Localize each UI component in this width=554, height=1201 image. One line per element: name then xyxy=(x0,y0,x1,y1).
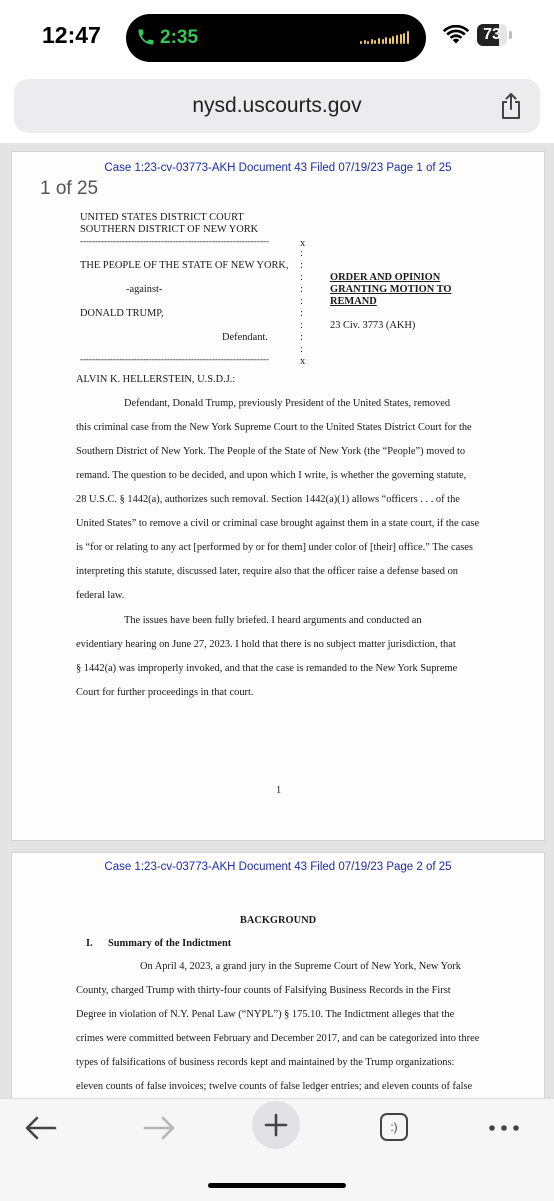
audio-waveform-icon xyxy=(360,30,410,44)
tabs-count[interactable]: :) xyxy=(390,1120,398,1134)
caption-bottom-dashes: --------------------------------------------------------------- xyxy=(80,354,269,364)
judge-name: ALVIN K. HELLERSTEIN, U.S.D.J.: xyxy=(76,374,236,385)
caption-top-dashes: --------------------------------------------------------------- xyxy=(80,236,269,246)
waveform-bar xyxy=(392,36,394,44)
section-number: I. xyxy=(86,938,93,949)
waveform-bar xyxy=(382,39,384,44)
defendant-label: Defendant. xyxy=(222,332,268,343)
plaintiff-name: THE PEOPLE OF THE STATE OF NEW YORK, xyxy=(80,260,289,271)
caption-colon: : xyxy=(300,308,303,319)
waveform-bar xyxy=(374,40,376,44)
page-header: Case 1:23-cv-03773-AKH Document 43 Filed 07/19/23 Page 2 of 25 xyxy=(104,861,452,873)
phone-icon xyxy=(136,26,156,48)
caption-colon: : xyxy=(300,272,303,283)
caption-colon: : xyxy=(300,332,303,343)
body-line: types of falsifications of business records kept and maintained by the Trump organizations: xyxy=(76,1057,455,1068)
body-line: Defendant, Donald Trump, previously President of the United States, removed xyxy=(124,398,451,409)
body-line: United States” to remove a civil or criminal case brought against them in a state court, if the case xyxy=(76,518,480,529)
battery-nub xyxy=(509,31,512,39)
body-line: 28 U.S.C. § 1442(a), authorizes such removal. Section 1442(a)(1) allows “officers . . . of the xyxy=(76,494,460,505)
waveform-bar xyxy=(360,41,362,44)
forward-arrow-icon[interactable] xyxy=(142,1114,176,1142)
home-indicator[interactable] xyxy=(208,1183,346,1188)
body-line: this criminal case from the New York Supreme Court to the United States District Court for the xyxy=(76,422,472,433)
body-line: County, charged Trump with thirty-four counts of Falsifying Business Records in the First xyxy=(76,985,451,996)
waveform-bar xyxy=(367,41,369,44)
body-line: interpreting this statute, discussed later, require also that the officer raise a defense based on xyxy=(76,566,458,577)
pdf-page-1 xyxy=(11,151,545,841)
court-name-line-1: UNITED STATES DISTRICT COURT xyxy=(80,212,244,223)
against-label: -against- xyxy=(126,284,163,295)
waveform-bar xyxy=(403,33,405,44)
back-arrow-icon[interactable] xyxy=(24,1114,58,1142)
url-text[interactable]: nysd.uscourts.gov xyxy=(192,94,362,117)
battery-level: 73 xyxy=(483,26,501,43)
caption-x-top: x xyxy=(300,238,306,249)
body-line: Degree in violation of N.Y. Penal Law (“NYPL”) § 175.10. The Indictment alleges that the xyxy=(76,1009,455,1020)
caption-colon: : xyxy=(300,344,303,355)
caption-colon: : xyxy=(300,248,303,259)
wifi-icon xyxy=(442,25,470,45)
waveform-bar xyxy=(400,34,402,44)
plus-icon[interactable] xyxy=(264,1113,288,1137)
court-name-line-2: SOUTHERN DISTRICT OF NEW YORK xyxy=(80,224,259,235)
body-line: eleven counts of false invoices; twelve counts of false ledger entries; and eleven counts of false xyxy=(76,1081,473,1092)
caption-x-bottom: x xyxy=(300,356,306,367)
body-line: On April 4, 2023, a grand jury in the Supreme Court of New York, New York xyxy=(140,961,461,972)
waveform-bar xyxy=(385,37,387,44)
body-line: The issues have been fully briefed. I heard arguments and conducted an xyxy=(124,615,422,626)
waveform-bar xyxy=(378,38,380,44)
waveform-bar xyxy=(371,39,373,44)
waveform-bar xyxy=(407,31,409,44)
defendant-name: DONALD TRUMP, xyxy=(80,308,164,319)
civil-case-number: 23 Civ. 3773 (AKH) xyxy=(330,320,416,331)
body-line: Court for further proceedings in that court. xyxy=(76,687,254,698)
body-line: federal law. xyxy=(76,590,125,601)
page-counter: 1 of 25 xyxy=(40,178,99,199)
section-title: Summary of the Indictment xyxy=(108,938,232,949)
caption-colon: : xyxy=(300,260,303,271)
share-icon[interactable] xyxy=(498,92,524,120)
order-title-line-3: REMAND xyxy=(330,296,377,307)
status-time: 12:47 xyxy=(42,22,101,48)
body-line: § 1442(a) was improperly invoked, and that the case is remanded to the New York Supreme xyxy=(76,663,458,674)
page-number: 1 xyxy=(276,785,282,796)
call-duration: 2:35 xyxy=(160,27,199,48)
caption-colon: : xyxy=(300,296,303,307)
caption-colon: : xyxy=(300,320,303,331)
body-line: remand. The question to be decided, and upon which I write, is whether the governing statute, xyxy=(76,470,467,481)
waveform-bar xyxy=(389,38,391,44)
waveform-bar xyxy=(396,35,398,44)
body-line: crimes were committed between February and December 2017, and can be categorized into three xyxy=(76,1033,480,1044)
pdf-viewer[interactable] xyxy=(0,143,554,1098)
more-icon[interactable] xyxy=(488,1123,520,1133)
body-line: Southern District of New York. The People of the State of New York (the “People”) moved to xyxy=(76,446,466,457)
order-title-line-1: ORDER AND OPINION xyxy=(330,272,441,283)
section-heading: BACKGROUND xyxy=(239,915,317,926)
caption-colon: : xyxy=(300,284,303,295)
pdf-page-2 xyxy=(11,852,545,1098)
page-header: Case 1:23-cv-03773-AKH Document 43 Filed 07/19/23 Page 1 of 25 xyxy=(104,162,452,174)
body-line: is “for or relating to any act [performed by or for them] under color of [their] office.” The cases xyxy=(76,542,473,553)
order-title-line-2: GRANTING MOTION TO xyxy=(330,284,452,295)
waveform-bar xyxy=(364,40,366,44)
body-line: evidentiary hearing on June 27, 2023. I hold that there is no subject matter jurisdiction, that xyxy=(76,639,456,650)
